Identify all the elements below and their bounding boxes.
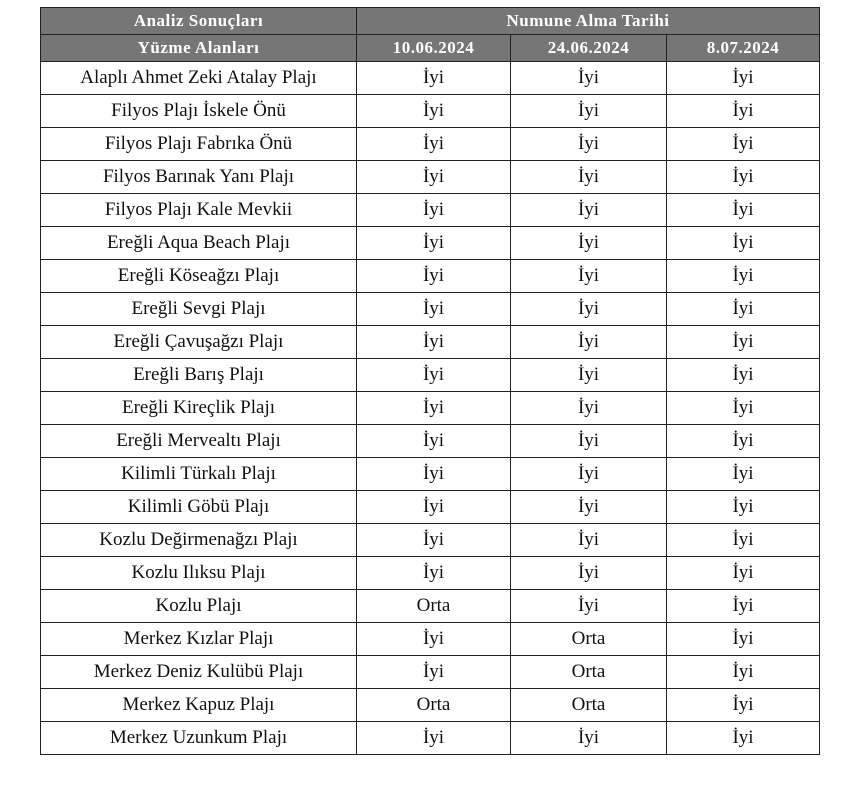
result-cell-date-1: İyi (357, 722, 511, 755)
result-cell-date-2: İyi (511, 359, 667, 392)
result-cell-date-3: İyi (667, 491, 820, 524)
result-cell-date-1: İyi (357, 359, 511, 392)
table-row (41, 623, 820, 656)
site-name-cell: Kozlu Değirmenağzı Plajı (41, 524, 357, 557)
site-name-cell: Ereğli Sevgi Plajı (41, 293, 357, 326)
table-row (41, 128, 820, 161)
result-cell-date-3: İyi (667, 689, 820, 722)
table-row (41, 656, 820, 689)
table-header (41, 8, 820, 62)
result-cell-date-3: İyi (667, 557, 820, 590)
result-cell-date-2: İyi (511, 491, 667, 524)
table-row (41, 557, 820, 590)
result-cell-date-2: İyi (511, 161, 667, 194)
header-date-2: 24.06.2024 (511, 35, 667, 62)
result-cell-date-2: İyi (511, 458, 667, 491)
site-name-cell: Alaplı Ahmet Zeki Atalay Plajı (41, 62, 357, 95)
result-cell-date-1: İyi (357, 227, 511, 260)
table-row (41, 95, 820, 128)
result-cell-date-3: İyi (667, 293, 820, 326)
header-sampling-date: Numune Alma Tarihi (357, 8, 820, 35)
result-cell-date-2: İyi (511, 722, 667, 755)
result-cell-date-1: İyi (357, 425, 511, 458)
site-name-cell: Ereğli Aqua Beach Plajı (41, 227, 357, 260)
result-cell-date-1: İyi (357, 293, 511, 326)
site-name-cell: Kozlu Ilıksu Plajı (41, 557, 357, 590)
site-name-cell: Merkez Kapuz Plajı (41, 689, 357, 722)
result-cell-date-1: İyi (357, 656, 511, 689)
result-cell-date-1: İyi (357, 623, 511, 656)
result-cell-date-2: İyi (511, 128, 667, 161)
result-cell-date-3: İyi (667, 95, 820, 128)
result-cell-date-2: Orta (511, 623, 667, 656)
site-name-cell: Kozlu Plajı (41, 590, 357, 623)
result-cell-date-3: İyi (667, 161, 820, 194)
result-cell-date-3: İyi (667, 722, 820, 755)
result-cell-date-2: Orta (511, 689, 667, 722)
table-row (41, 194, 820, 227)
result-cell-date-3: İyi (667, 392, 820, 425)
result-cell-date-2: İyi (511, 524, 667, 557)
table-row (41, 590, 820, 623)
site-name-cell: Ereğli Barış Plajı (41, 359, 357, 392)
header-analysis-results: Analiz Sonuçları (41, 8, 357, 35)
result-cell-date-1: İyi (357, 392, 511, 425)
result-cell-date-3: İyi (667, 128, 820, 161)
site-name-cell: Kilimli Türkalı Plajı (41, 458, 357, 491)
table-row (41, 161, 820, 194)
result-cell-date-1: İyi (357, 557, 511, 590)
table-row (41, 458, 820, 491)
header-date-1: 10.06.2024 (357, 35, 511, 62)
result-cell-date-1: Orta (357, 689, 511, 722)
table-row (41, 227, 820, 260)
result-cell-date-1: İyi (357, 128, 511, 161)
site-name-cell: Kilimli Göbü Plajı (41, 491, 357, 524)
site-name-cell: Filyos Plajı Fabrıka Önü (41, 128, 357, 161)
result-cell-date-3: İyi (667, 458, 820, 491)
header-swimming-areas: Yüzme Alanları (41, 35, 357, 62)
result-cell-date-1: İyi (357, 260, 511, 293)
result-cell-date-3: İyi (667, 326, 820, 359)
result-cell-date-2: İyi (511, 260, 667, 293)
result-cell-date-2: İyi (511, 425, 667, 458)
table-row (41, 359, 820, 392)
result-cell-date-1: İyi (357, 95, 511, 128)
site-name-cell: Ereğli Çavuşağzı Plajı (41, 326, 357, 359)
result-cell-date-2: İyi (511, 62, 667, 95)
result-cell-date-1: İyi (357, 524, 511, 557)
result-cell-date-3: İyi (667, 194, 820, 227)
result-cell-date-1: İyi (357, 161, 511, 194)
result-cell-date-3: İyi (667, 524, 820, 557)
result-cell-date-2: İyi (511, 590, 667, 623)
result-cell-date-3: İyi (667, 62, 820, 95)
result-cell-date-2: İyi (511, 194, 667, 227)
result-cell-date-3: İyi (667, 425, 820, 458)
table-row (41, 326, 820, 359)
header-date-3: 8.07.2024 (667, 35, 820, 62)
site-name-cell: Ereğli Kireçlik Plajı (41, 392, 357, 425)
table-row (41, 260, 820, 293)
site-name-cell: Merkez Kızlar Plajı (41, 623, 357, 656)
table-row (41, 392, 820, 425)
header-row-bottom (41, 35, 820, 62)
result-cell-date-1: Orta (357, 590, 511, 623)
site-name-cell: Filyos Plajı İskele Önü (41, 95, 357, 128)
table-row (41, 293, 820, 326)
site-name-cell: Ereğli Mervealtı Plajı (41, 425, 357, 458)
result-cell-date-3: İyi (667, 623, 820, 656)
site-name-cell: Filyos Barınak Yanı Plajı (41, 161, 357, 194)
result-cell-date-1: İyi (357, 194, 511, 227)
result-cell-date-2: İyi (511, 227, 667, 260)
site-name-cell: Merkez Uzunkum Plajı (41, 722, 357, 755)
result-cell-date-3: İyi (667, 260, 820, 293)
table-body (41, 62, 820, 755)
table-row (41, 491, 820, 524)
analysis-results-table (40, 7, 820, 755)
table-row (41, 62, 820, 95)
result-cell-date-3: İyi (667, 227, 820, 260)
result-cell-date-1: İyi (357, 326, 511, 359)
result-cell-date-2: İyi (511, 293, 667, 326)
result-cell-date-2: İyi (511, 392, 667, 425)
site-name-cell: Merkez Deniz Kulübü Plajı (41, 656, 357, 689)
result-cell-date-2: İyi (511, 95, 667, 128)
header-row-top (41, 8, 820, 35)
table-row (41, 524, 820, 557)
table-row (41, 425, 820, 458)
result-cell-date-1: İyi (357, 62, 511, 95)
result-cell-date-3: İyi (667, 590, 820, 623)
table-row (41, 722, 820, 755)
result-cell-date-1: İyi (357, 458, 511, 491)
result-cell-date-2: Orta (511, 656, 667, 689)
result-cell-date-2: İyi (511, 557, 667, 590)
result-cell-date-1: İyi (357, 491, 511, 524)
result-cell-date-3: İyi (667, 656, 820, 689)
site-name-cell: Filyos Plajı Kale Mevkii (41, 194, 357, 227)
result-cell-date-2: İyi (511, 326, 667, 359)
table-row (41, 689, 820, 722)
result-cell-date-3: İyi (667, 359, 820, 392)
site-name-cell: Ereğli Köseağzı Plajı (41, 260, 357, 293)
